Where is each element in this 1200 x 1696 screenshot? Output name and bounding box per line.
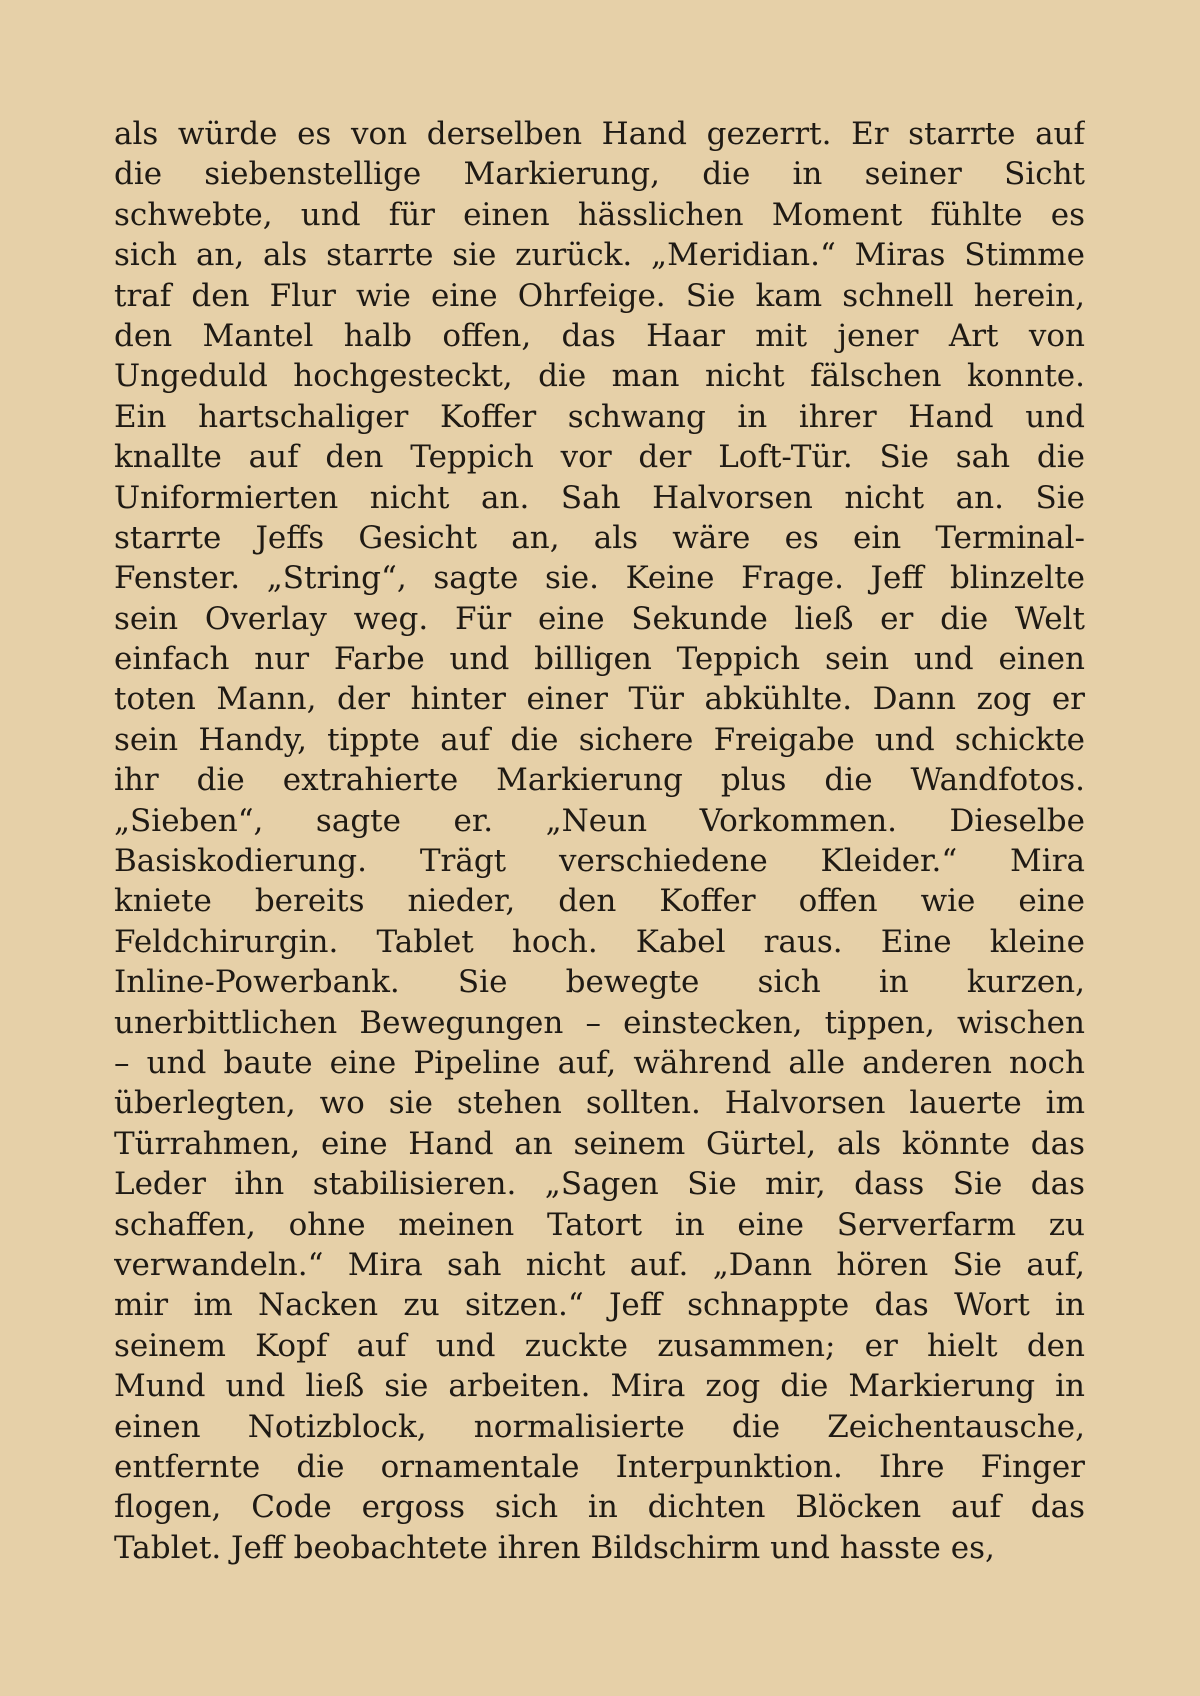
text-line: überlegten, wo sie stehen sollten. Halvorsen lauerte im xyxy=(114,1085,1085,1122)
text-line: Türrahmen, eine Hand an seinem Gürtel, als könnte das xyxy=(114,1125,1085,1162)
text-line: die siebenstellige Markierung, die in seiner Sicht xyxy=(114,156,1085,193)
text-line: Leder ihn stabilisieren. „Sagen Sie mir, dass Sie das xyxy=(114,1166,1085,1203)
text-line: verwandeln.“ Mira sah nicht auf. „Dann hören Sie auf, xyxy=(114,1246,1085,1283)
text-line: sich an, als starrte sie zurück. „Meridian.“ Miras Stimme xyxy=(114,237,1085,274)
text-line: mir im Nacken zu sitzen.“ Jeff schnappte das Wort in xyxy=(114,1287,1085,1324)
text-line: – und baute eine Pipeline auf, während alle anderen noch xyxy=(114,1044,1085,1081)
text-line: Inline-Powerbank. Sie bewegte sich in kurzen, xyxy=(114,964,1085,1001)
text-line: Ein hartschaliger Koffer schwang in ihrer Hand und xyxy=(114,398,1085,435)
text-line: den Mantel halb offen, das Haar mit jener Art von xyxy=(114,317,1085,354)
text-line: knallte auf den Teppich vor der Loft-Tür. Sie sah die xyxy=(114,439,1085,476)
text-line: als würde es von derselben Hand gezerrt. Er starrte auf xyxy=(114,116,1085,152)
text-line: toten Mann, der hinter einer Tür abkühlte. Dann zog er xyxy=(114,681,1085,718)
text-line: sein Overlay weg. Für eine Sekunde ließ er die Welt xyxy=(114,600,1085,637)
text-line: Tablet. Jeff beobachtete ihren Bildschirm und hasste es, xyxy=(114,1529,995,1566)
text-line: kniete bereits nieder, den Koffer offen wie eine xyxy=(114,883,1085,920)
text-line: traf den Flur wie eine Ohrfeige. Sie kam schnell herein, xyxy=(114,277,1085,314)
body-text xyxy=(114,114,1085,1568)
text-line: Ungeduld hochgesteckt, die man nicht fälschen konnte. xyxy=(114,358,1085,395)
text-line: sein Handy, tippte auf die sichere Freigabe und schickte xyxy=(114,721,1085,758)
text-line: entfernte die ornamentale Interpunktion. Ihre Finger xyxy=(114,1448,1085,1485)
text-line: seinem Kopf auf und zuckte zusammen; er hielt den xyxy=(114,1327,1085,1364)
text-line: ihr die extrahierte Markierung plus die Wandfotos. xyxy=(114,762,1085,799)
text-line: flogen, Code ergoss sich in dichten Blöcken auf das xyxy=(114,1489,1085,1526)
text-line: starrte Jeffs Gesicht an, als wäre es ein Terminal- xyxy=(114,519,1085,556)
text-line: Basiskodierung. Trägt verschiedene Kleider.“ Mira xyxy=(114,843,1085,880)
text-line: „Sieben“, sagte er. „Neun Vorkommen. Dieselbe xyxy=(114,802,1085,839)
text-line: Uniformierten nicht an. Sah Halvorsen nicht an. Sie xyxy=(114,479,1085,516)
text-line: unerbittlichen Bewegungen – einstecken, tippen, wischen xyxy=(114,1004,1085,1041)
text-line: Mund und ließ sie arbeiten. Mira zog die Markierung in xyxy=(114,1368,1085,1405)
text-line: Feldchirurgin. Tablet hoch. Kabel raus. Eine kleine xyxy=(114,923,1085,960)
text-line: einfach nur Farbe und billigen Teppich sein und einen xyxy=(114,641,1085,678)
text-line: Fenster. „String“, sagte sie. Keine Frage. Jeff blinzelte xyxy=(114,560,1085,597)
text-line: schaffen, ohne meinen Tatort in eine Serverfarm zu xyxy=(114,1206,1085,1243)
text-line: schwebte, und für einen hässlichen Moment fühlte es xyxy=(114,196,1085,233)
text-line: einen Notizblock, normalisierte die Zeichentausche, xyxy=(114,1408,1085,1445)
